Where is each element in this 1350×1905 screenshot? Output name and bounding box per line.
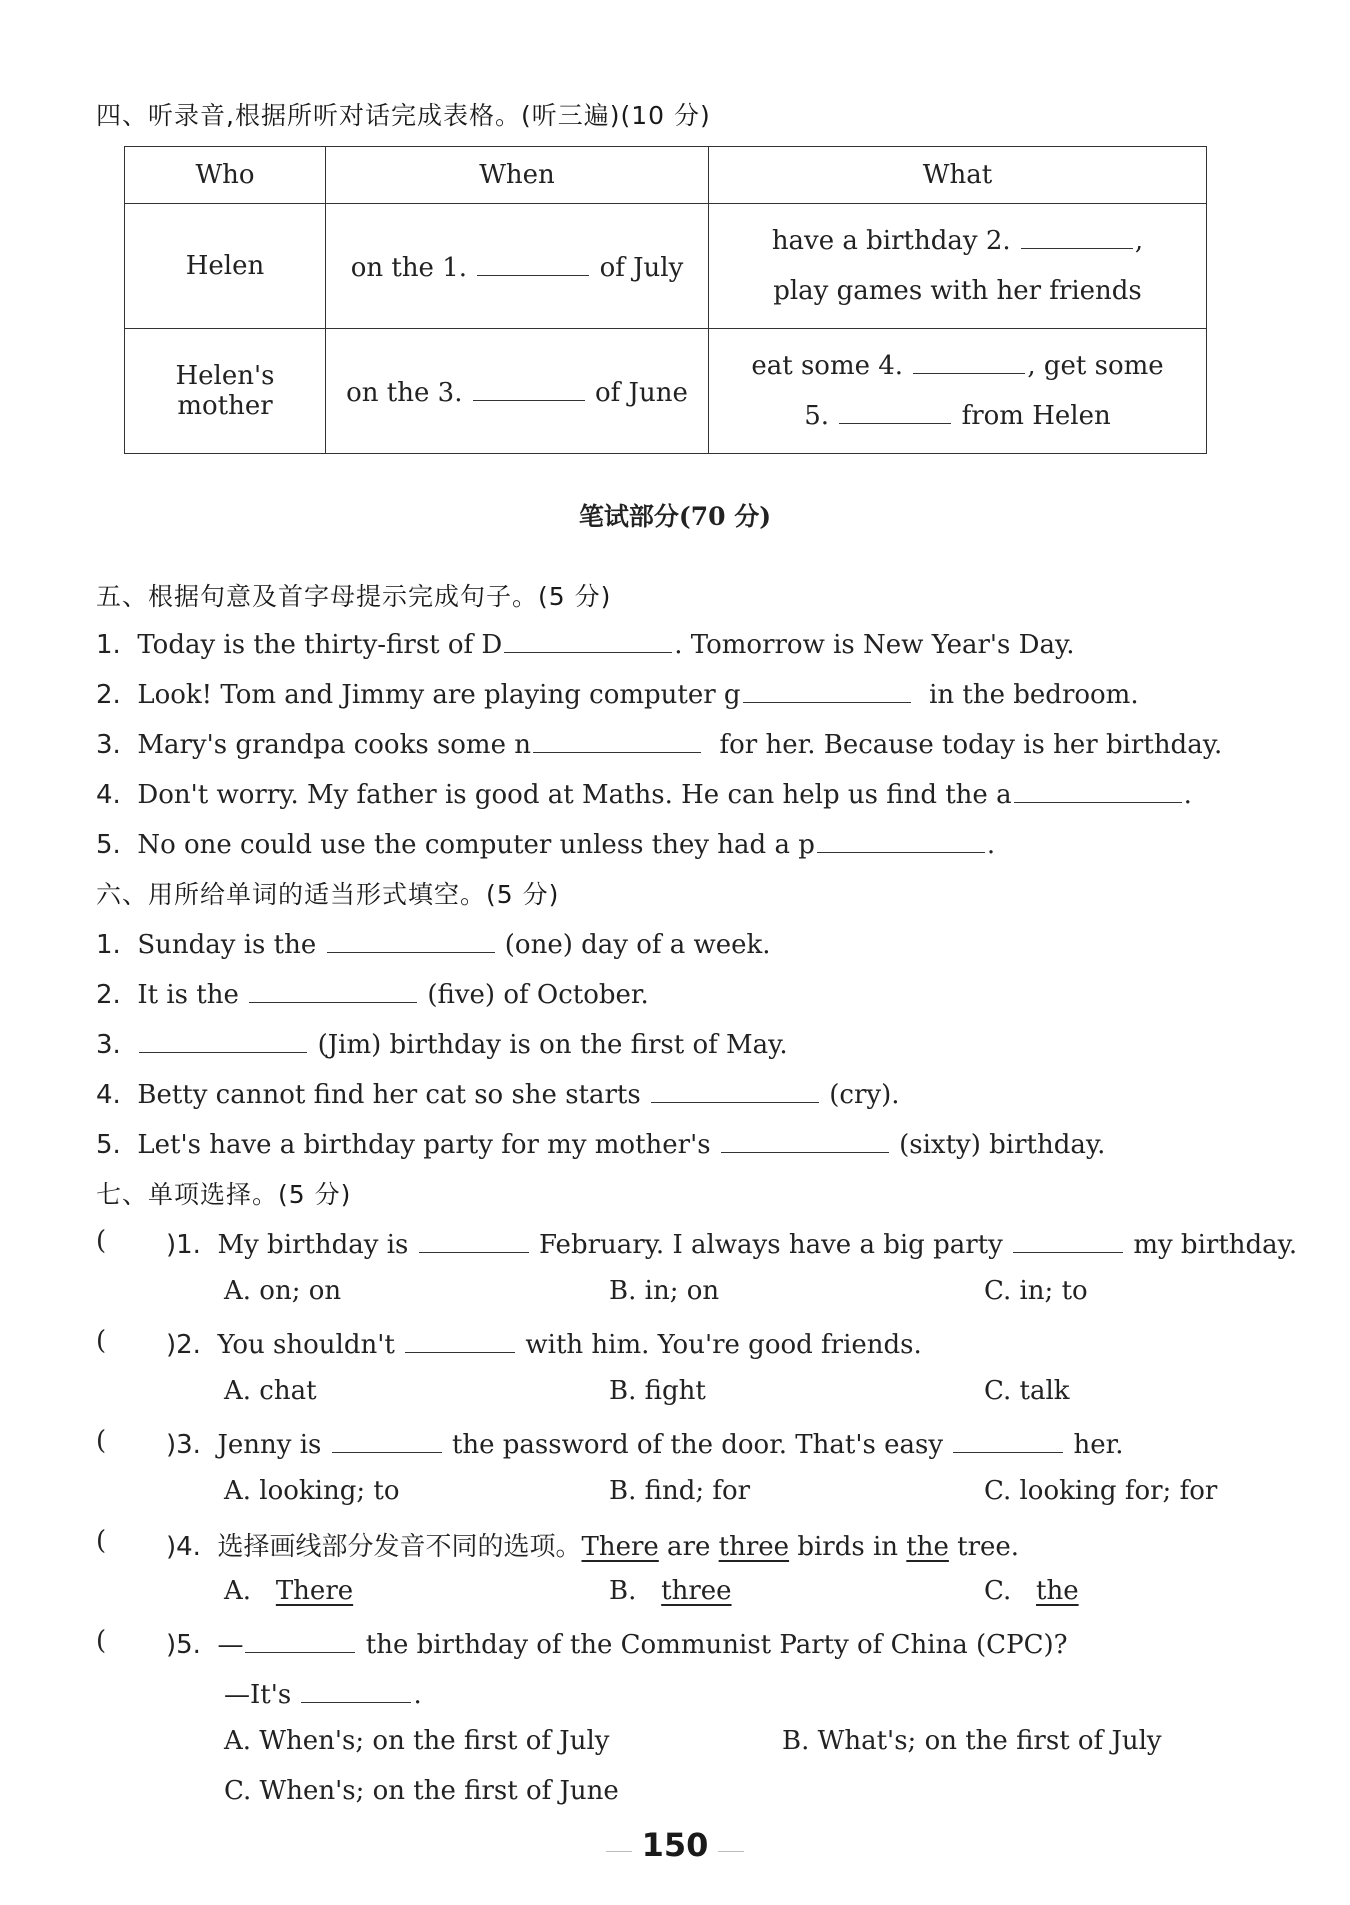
listening-table [124,146,1207,454]
section-7-title: 七、单项选择。(5 分) [96,1180,352,1209]
answer-blank[interactable] [245,1626,355,1653]
answer-paren[interactable]: ( [96,1626,107,1656]
list-item: 5. No one could use the computer unless they had a p . [96,826,995,860]
footer-rule-left [606,1851,632,1852]
answer-blank-2[interactable] [1021,222,1133,249]
when-prefix: on the 1. [350,253,468,283]
question-1: )1. My birthday is February. I always have a big party my birthday. [166,1226,1297,1260]
answer-blank[interactable] [533,726,701,753]
what-line2-suffix: from Helen [961,401,1111,431]
answer-blank[interactable] [405,1326,515,1353]
what-cell [709,329,1207,454]
list-item: 4. Betty cannot find her cat so she starts (cry). [96,1076,899,1110]
answer-paren[interactable]: ( [96,1426,107,1456]
section-5-title: 五、根据句意及首字母提示完成句子。(5 分) [96,582,612,611]
answer-blank[interactable] [721,1126,889,1153]
list-item: 5. Let's have a birthday party for my mother's (sixty) birthday. [96,1126,1105,1160]
when-prefix: on the 3. [346,378,463,408]
list-item: 1. Today is the thirty-first of D . Tomorrow is New Year's Day. [96,626,1075,660]
when-cell [326,329,709,454]
answer-blank[interactable] [332,1426,442,1453]
table-header-who: Who [125,147,326,204]
answer-blank[interactable] [817,826,985,853]
option-b[interactable]: B. What's; on the first of July [782,1726,1162,1756]
list-item: 4. Don't worry. My father is good at Maths. He can help us find the a . [96,776,1192,810]
option-a[interactable]: A. on; on [224,1276,342,1306]
question-4: )4. 选择画线部分发音不同的选项。There are three birds in the tree. [166,1532,1020,1562]
answer-blank[interactable] [1014,776,1182,803]
written-part-title: 笔试部分(70 分) [578,502,772,531]
page-footer [0,1826,1350,1864]
when-suffix: of July [599,253,684,283]
option-c[interactable]: C. looking for; for [984,1476,1218,1506]
answer-blank[interactable] [301,1676,411,1703]
option-c[interactable]: C. in; to [984,1276,1088,1306]
answer-blank[interactable] [953,1426,1063,1453]
question-3: )3. Jenny is the password of the door. That's easy her. [166,1426,1124,1460]
when-cell [326,204,709,329]
answer-blank[interactable] [504,626,672,653]
when-suffix: of June [595,378,688,408]
answer-paren[interactable]: ( [96,1226,107,1256]
option-c[interactable]: C. When's; on the first of June [224,1776,619,1806]
option-b[interactable]: B. fight [609,1376,706,1406]
page-number: 150 [641,1826,709,1864]
option-a[interactable]: A. There [224,1576,354,1606]
question-5: )5. — the birthday of the Communist Party of China (CPC)? [166,1626,1068,1660]
answer-blank-3[interactable] [473,374,585,401]
what-cell [709,204,1207,329]
list-item: 2. Look! Tom and Jimmy are playing computer g in the bedroom. [96,676,1139,710]
answer-blank[interactable] [1013,1226,1123,1253]
option-c[interactable]: C. talk [984,1376,1070,1406]
footer-rule-right [718,1851,744,1852]
option-a[interactable]: A. looking; to [224,1476,400,1506]
table-header-what: What [709,147,1207,204]
answer-blank[interactable] [651,1076,819,1103]
answer-paren[interactable]: ( [96,1326,107,1356]
question-5-response: —It's . [224,1676,422,1710]
what-line2: play games with her friends [773,276,1142,306]
table-row [125,329,1207,454]
list-item: 3. Mary's grandpa cooks some n for her. Because today is her birthday. [96,726,1222,760]
answer-blank-5[interactable] [839,397,951,424]
answer-blank[interactable] [743,676,911,703]
table-header-when: When [326,147,709,204]
table-row [125,204,1207,329]
who-cell: Helen's mother [125,329,326,454]
option-c[interactable]: C. the [984,1576,1079,1606]
option-a[interactable]: A. When's; on the first of July [224,1726,610,1756]
option-b[interactable]: B. in; on [609,1276,720,1306]
section-4-title: 四、听录音,根据所听对话完成表格。(听三遍)(10 分) [96,101,711,130]
section-6-title: 六、用所给单词的适当形式填空。(5 分) [96,880,560,909]
answer-paren[interactable]: ( [96,1526,107,1556]
what-line2-number: 5. [804,401,830,431]
what-line1-suffix: , [1134,226,1144,256]
answer-blank[interactable] [139,1026,307,1053]
option-a[interactable]: A. chat [224,1376,317,1406]
option-b[interactable]: B. find; for [609,1476,751,1506]
answer-blank[interactable] [419,1226,529,1253]
list-item: 1. Sunday is the (one) day of a week. [96,926,771,960]
answer-blank[interactable] [249,976,417,1003]
who-cell: Helen [125,204,326,329]
what-line1-prefix: eat some 4. [751,351,904,381]
answer-blank-1[interactable] [477,249,589,276]
option-b[interactable]: B. three [609,1576,732,1606]
list-item: 2. It is the (five) of October. [96,976,649,1010]
answer-blank[interactable] [327,926,495,953]
answer-blank-4[interactable] [913,347,1025,374]
question-2: )2. You shouldn't with him. You're good friends. [166,1326,922,1360]
what-line1-prefix: have a birthday 2. [771,226,1011,256]
list-item: 3. (Jim) birthday is on the first of May. [96,1026,788,1060]
what-line1-suffix: , get some [1027,351,1164,381]
